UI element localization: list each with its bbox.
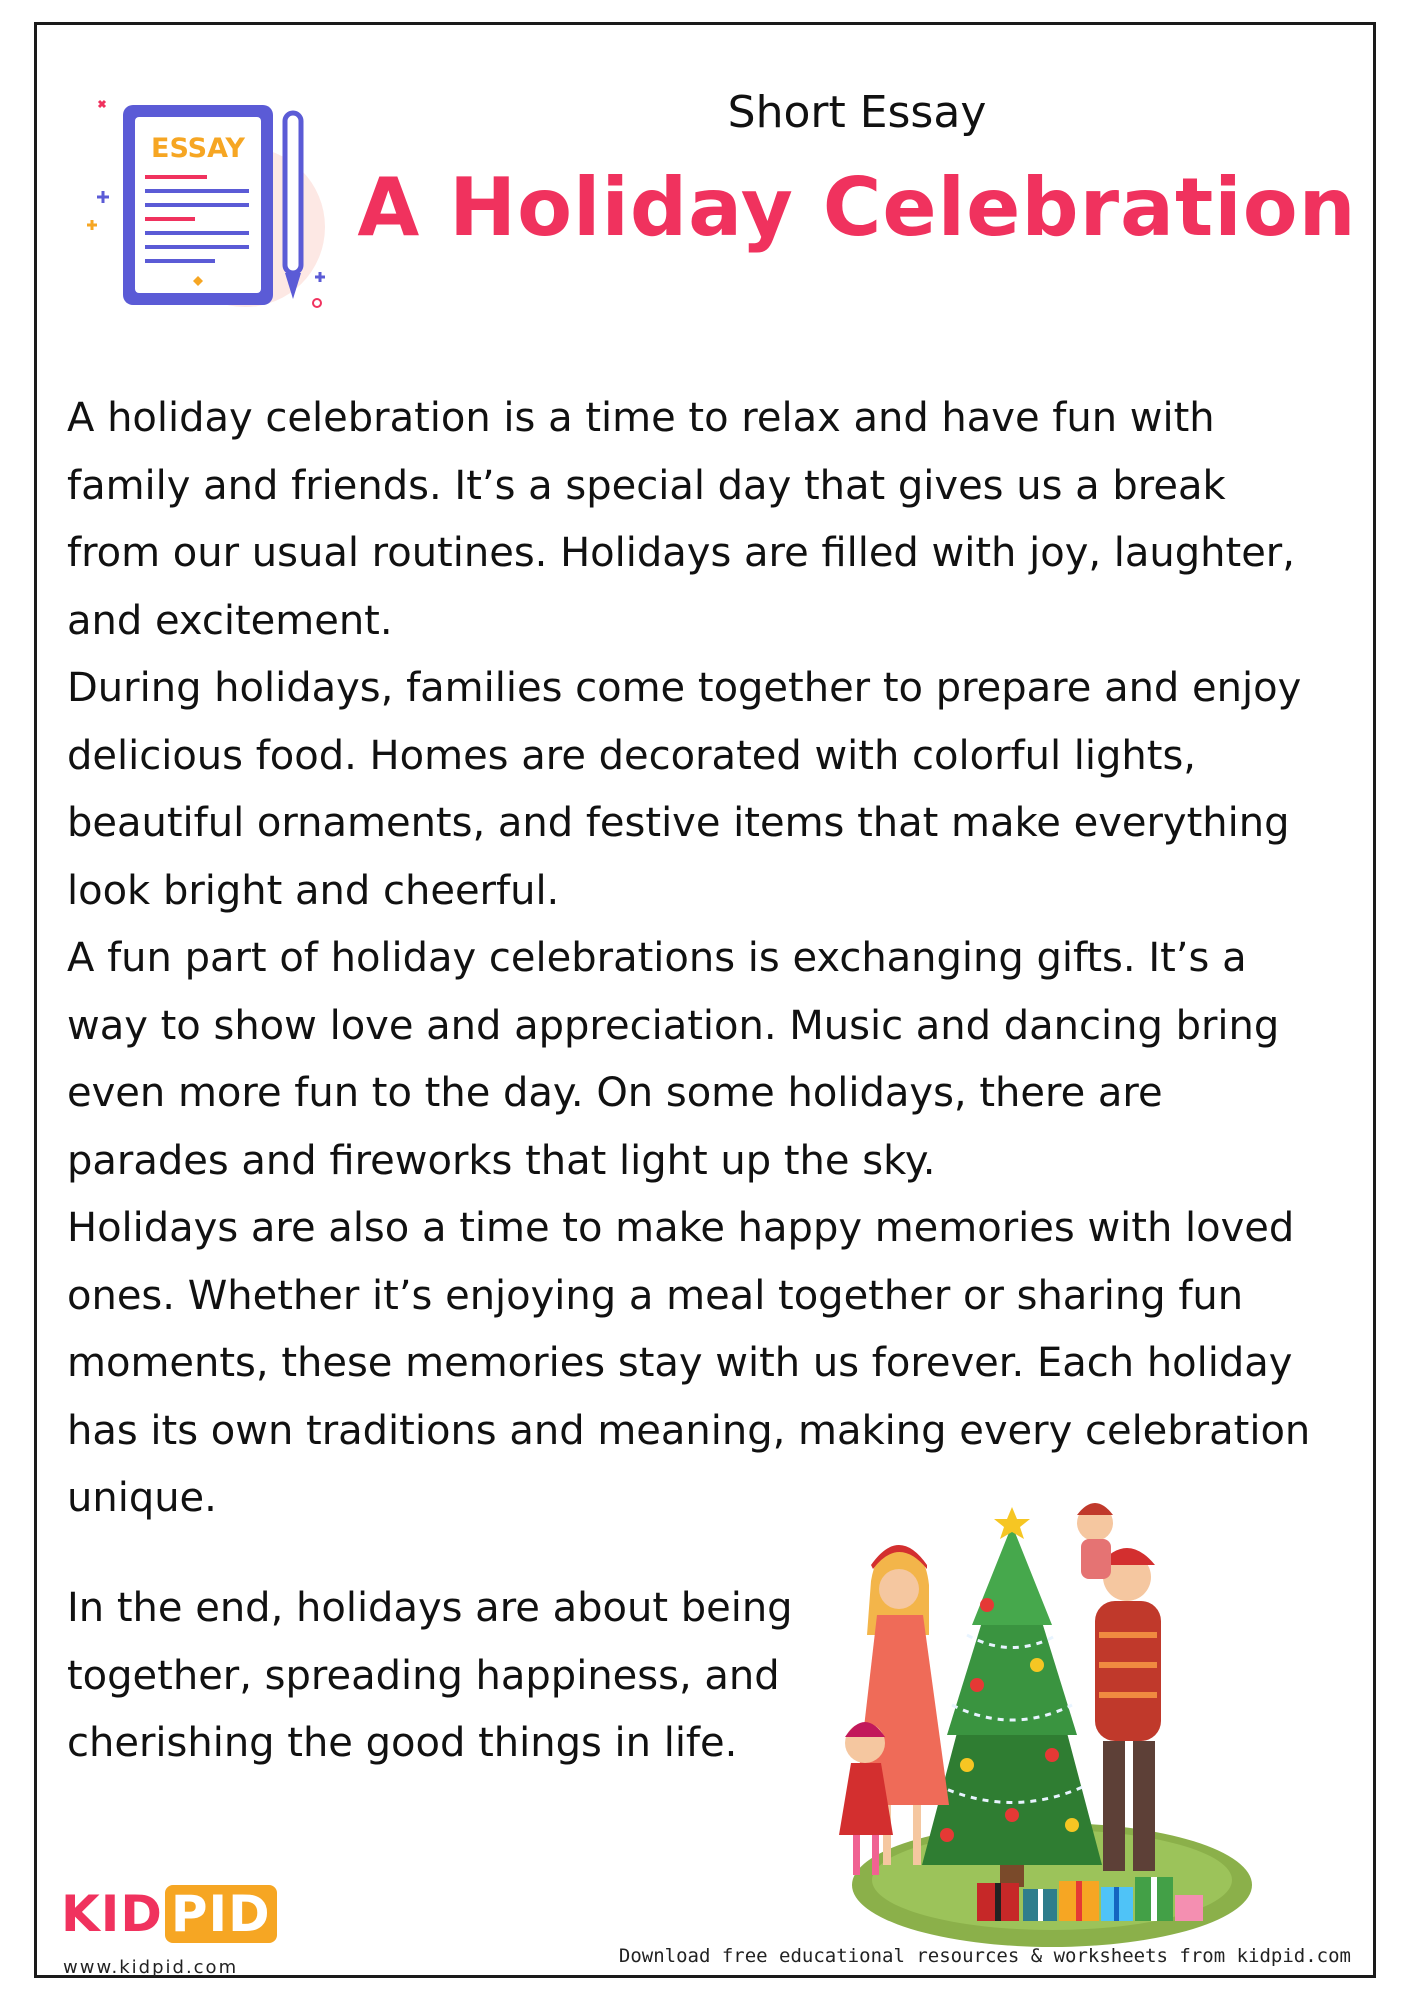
closing-line: cherishing the good things in life. (67, 1720, 738, 1766)
worksheet-page (34, 22, 1376, 1978)
family-christmas-tree-illustration (837, 1485, 1257, 1955)
essay-line: has its own traditions and meaning, making every celebration (67, 1407, 1311, 1454)
logo-kid: KID (61, 1885, 163, 1943)
logo-url: www.kidpid.com (63, 1957, 239, 1978)
essay-line: A holiday celebration is a time to relax and have fun with (67, 395, 1215, 441)
closing-line: In the end, holidays are about being (67, 1585, 793, 1631)
essay-line: delicious food. Homes are decorated with colorful lights, (67, 732, 1197, 779)
essay-icon-label: ESSAY (151, 133, 245, 164)
essay-line: unique. (67, 1475, 217, 1521)
logo-pid: PID (165, 1885, 277, 1943)
essay-body (67, 385, 1357, 1533)
essay-line: look bright and cheerful. (67, 867, 560, 914)
essay-closing-paragraph (67, 1575, 827, 1778)
essay-tablet-icon (85, 77, 343, 327)
essay-line: family and friends. It’s a special day that gives us a break (67, 462, 1226, 509)
essay-line: moments, these memories stay with us forever. Each holiday (67, 1340, 1293, 1386)
essay-line: During holidays, families come together to prepare and enjoy (67, 665, 1302, 711)
essay-line: parades and fireworks that light up the sky. (67, 1137, 936, 1184)
essay-title: A Holiday Celebration (357, 161, 1357, 254)
essay-line: Holidays are also a time to make happy memories with loved (67, 1205, 1295, 1251)
essay-line: and excitement. (67, 597, 393, 644)
kidpid-logo (61, 1885, 277, 1943)
essay-line: even more fun to the day. On some holidays, there are (67, 1070, 1163, 1116)
essay-line: A fun part of holiday celebrations is exchanging gifts. It’s a (67, 935, 1247, 981)
footer-download-note: Download free educational resources & worksheets from kidpid.com (618, 1945, 1351, 1967)
essay-line: ones. Whether it’s enjoying a meal together or sharing fun (67, 1272, 1244, 1319)
essay-line: way to show love and appreciation. Music and dancing bring (67, 1002, 1280, 1049)
essay-line: beautiful ornaments, and festive items that make everything (67, 800, 1290, 846)
closing-line: together, spreading happiness, and (67, 1652, 780, 1699)
essay-type-subtitle: Short Essay (727, 87, 987, 138)
essay-line: from our usual routines. Holidays are filled with joy, laughter, (67, 530, 1295, 576)
